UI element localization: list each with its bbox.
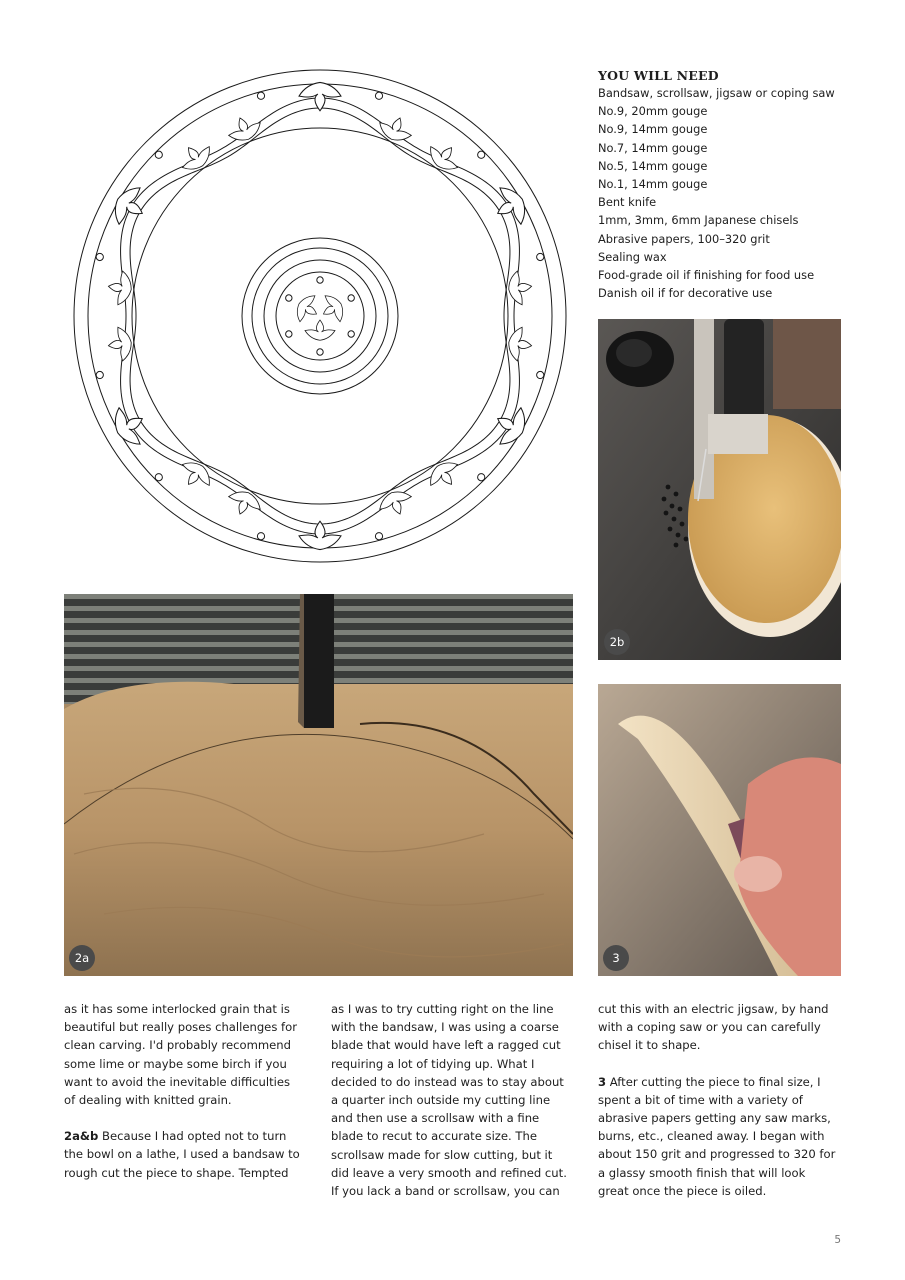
step-label: 2a&b — [64, 1129, 99, 1144]
leaf-motif — [305, 320, 335, 340]
dot-motif — [375, 533, 382, 540]
dot-motif — [537, 371, 544, 378]
base-inner-circle — [276, 272, 364, 360]
body-paragraph — [64, 1127, 304, 1182]
you-will-need-box — [598, 68, 898, 302]
dot-motif — [375, 92, 382, 99]
dot-motif — [317, 349, 323, 355]
leaf-motif — [376, 112, 416, 146]
scrollsaw-cutting-photo — [598, 319, 841, 660]
body-column-2 — [331, 1000, 571, 1200]
photo-label-badge — [604, 629, 630, 655]
center-leaf-motif — [286, 277, 355, 355]
tool-list — [598, 84, 898, 302]
dot-motif — [537, 253, 544, 260]
leaf-motif — [175, 137, 216, 176]
tool-item: Bandsaw, scrollsaw, jigsaw or coping saw — [598, 86, 835, 100]
tool-item: No.1, 14mm gouge — [598, 177, 708, 192]
step-label: 3 — [598, 1074, 607, 1089]
wave-inner-line — [130, 108, 510, 524]
wave-outer-line — [121, 98, 520, 534]
dot-motifs — [96, 92, 544, 540]
leaf-motif — [299, 521, 341, 549]
dot-motif — [96, 253, 103, 260]
leaf-motif — [506, 326, 533, 363]
sanding-illustration — [598, 684, 841, 976]
tool-item: No.9, 20mm gouge — [598, 104, 708, 119]
base-ring-circle — [252, 248, 388, 384]
tool-item: Danish oil if for decorative use — [598, 286, 773, 301]
photo-label: 2b — [609, 635, 625, 649]
base-outer-circle — [242, 238, 398, 394]
body-paragraph — [598, 1073, 838, 1200]
tool-item: Food-grade oil if finishing for food use — [598, 268, 815, 283]
dot-motif — [478, 474, 485, 481]
dot-motif — [96, 371, 103, 378]
dot-motif — [348, 331, 354, 337]
dot-motif — [478, 151, 485, 158]
tool-item: No.7, 14mm gouge — [598, 140, 708, 155]
body-column-3 — [598, 1000, 838, 1200]
tool-item: No.5, 14mm gouge — [598, 158, 708, 173]
body-column-1 — [64, 1000, 304, 1182]
photo-label: 2a — [74, 951, 90, 965]
bowl-pattern-diagram — [62, 58, 578, 574]
dot-motif — [155, 474, 162, 481]
photo-label-badge — [603, 945, 629, 971]
leaf-motif — [506, 269, 533, 306]
you-will-need-heading: YOU WILL NEED — [598, 68, 719, 83]
page-number: 5 — [834, 1234, 841, 1246]
leaf-motifs — [106, 82, 534, 549]
outer-rim-circle — [74, 70, 566, 562]
dot-motif — [286, 331, 292, 337]
bandsaw-illustration — [64, 594, 573, 976]
step-text: Because I had opted not to turn the bowl on a lathe, I used a bandsaw to rough cut the piece to shape. Tempted — [64, 1129, 300, 1180]
leaf-motif — [299, 82, 341, 110]
dot-motif — [257, 533, 264, 540]
tool-item: Bent knife — [598, 195, 657, 210]
leaf-motif — [224, 486, 264, 520]
step-text: After cutting the piece to final size, I spent a bit of time with a variety of abrasive papers getting any saw marks, burns, etc., cleaned away. I began with about 150 grit and progressed to 320 for a glassy smooth finish that will look great once the piece is oiled. — [598, 1074, 836, 1198]
leaf-motif — [376, 486, 416, 520]
photo-label: 3 — [612, 951, 620, 965]
tool-item: Sealing wax — [598, 249, 667, 264]
body-paragraph: as I was to try cutting right on the line with the bandsaw, I was using a coarse blade that would have left a ragged cut requiring a lot of tidying up. What I decided to do instead was to stay about a quarter inch outside my cutting line and then use a scrollsaw with a fine blade to recut to accurate size. The scrollsaw made for slow cutting, but it did leave a very smooth and refined cut. If you lack a band or scrollsaw, you can — [331, 1002, 567, 1199]
dot-motif — [317, 277, 323, 283]
scrollsaw-illustration — [598, 319, 841, 660]
tool-item: Abrasive papers, 100–320 grit — [598, 231, 770, 246]
bandsaw-cutting-photo — [64, 594, 573, 976]
sanding-edge-photo — [598, 684, 841, 976]
leaf-motif — [424, 137, 465, 176]
leaf-motif — [175, 456, 216, 495]
leaf-motif — [224, 112, 264, 146]
tool-item: 1mm, 3mm, 6mm Japanese chisels — [598, 213, 799, 228]
leaf-motif — [106, 269, 133, 306]
dot-motif — [348, 295, 354, 301]
bowl-circle — [132, 128, 508, 504]
body-paragraph: cut this with an electric jigsaw, by hand with a coping saw or you can carefully chisel it to shape. — [598, 1002, 829, 1053]
dot-motif — [286, 295, 292, 301]
dot-motif — [257, 92, 264, 99]
body-paragraph: as it has some interlocked grain that is beautiful but really poses challenges for clean carving. I'd probably recommend some lime or maybe some birch if you want to avoid the inevitable difficulties of dealing with knitted grain. — [64, 1002, 297, 1108]
leaf-motif — [424, 456, 465, 495]
tool-item: No.9, 14mm gouge — [598, 122, 708, 137]
leaf-motif — [106, 326, 133, 363]
photo-label-badge — [69, 945, 95, 971]
dot-motif — [155, 151, 162, 158]
